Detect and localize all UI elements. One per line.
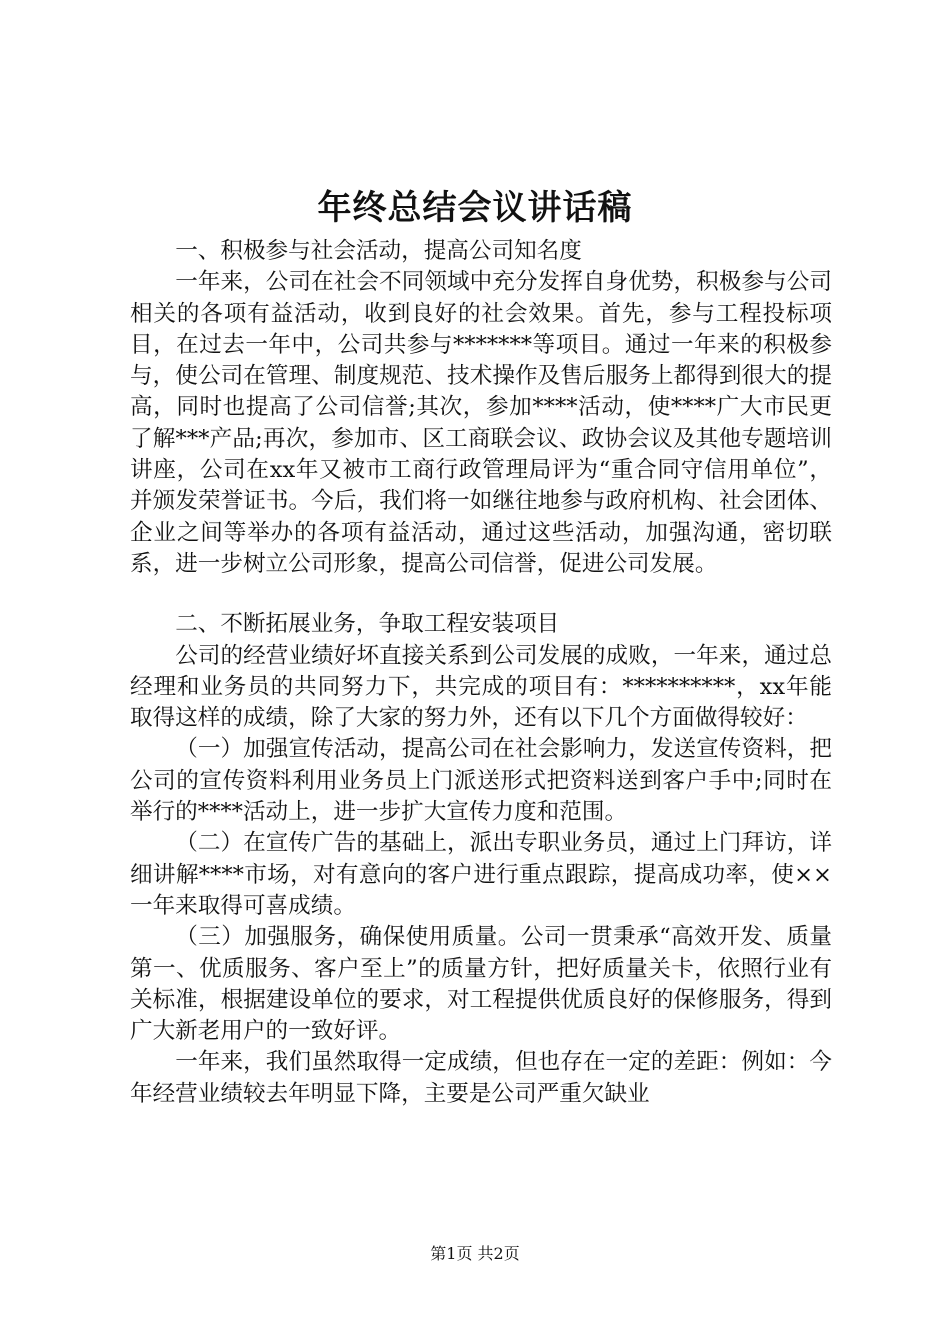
section-2-item-3: （三）加强服务，确保使用质量。公司一贯秉承“高效开发、质量第一、优质服务、客户至上”的质量方针，把好质量关卡，依照行业有关标准，根据建设单位的要求，对工程提供优质良好的保修服务，得到广大新老用户的一致好评。 (130, 924, 832, 1045)
section-1-heading: 一、积极参与社会活动，提高公司知名度 (175, 238, 582, 264)
section-1-paragraph: 一年来，公司在社会不同领域中充分发挥自身优势，积极参与公司相关的各项有益活动，收到良好的社会效果。首先，参与工程投标项目，在过去一年中，公司共参与*******等项目。通过一年来的积极参与，使公司在管理、制度规范、技术操作及售后服务上都得到很大的提高，同时也提高了公司信誉;其次，参加****活动，使****广大市民更了解***产品;再次，参加市、区工商联会议、政协会议及其他专题培训讲座，公司在xx年又被市工商行政管理局评为“重合同守信用单位”，并颁发荣誉证书。今后，我们将一如继往地参与政府机构、社会团体、企业之间等举办的各项有益活动，通过这些活动，加强沟通，密切联系，进一步树立公司形象，提高公司信誉，促进公司发展。 (130, 269, 832, 577)
document-title: 年终总结会议讲话稿 (317, 188, 633, 228)
page-number-footer: 第1页 共2页 (430, 1244, 520, 1263)
section-2-heading: 二、不断拓展业务，争取工程安装项目 (175, 611, 560, 638)
section-2-closing: 一年来，我们虽然取得一定成绩，但也存在一定的差距：例如：今年经营业绩较去年明显下降，主要是公司严重欠缺业 (130, 1049, 832, 1107)
section-2-item-2: （二）在宣传广告的基础上，派出专职业务员，通过上门拜访，详细讲解****市场，对有意向的客户进行重点跟踪，提高成功率，使××一年来取得可喜成绩。 (130, 830, 832, 919)
document-body (130, 236, 832, 1110)
section-2-intro: 公司的经营业绩好坏直接关系到公司发展的成败，一年来，通过总经理和业务员的共同努力下，共完成的项目有：**********，xx年能取得这样的成绩，除了大家的努力外，还有以下几个方面做得较好： (130, 642, 832, 732)
section-2-item-1: （一）加强宣传活动，提高公司在社会影响力，发送宣传资料，把公司的宣传资料利用业务员上门派送形式把资料送到客户手中;同时在举行的****活动上，进一步扩大宣传力度和范围。 (130, 736, 832, 826)
paragraph-gap (130, 580, 832, 609)
